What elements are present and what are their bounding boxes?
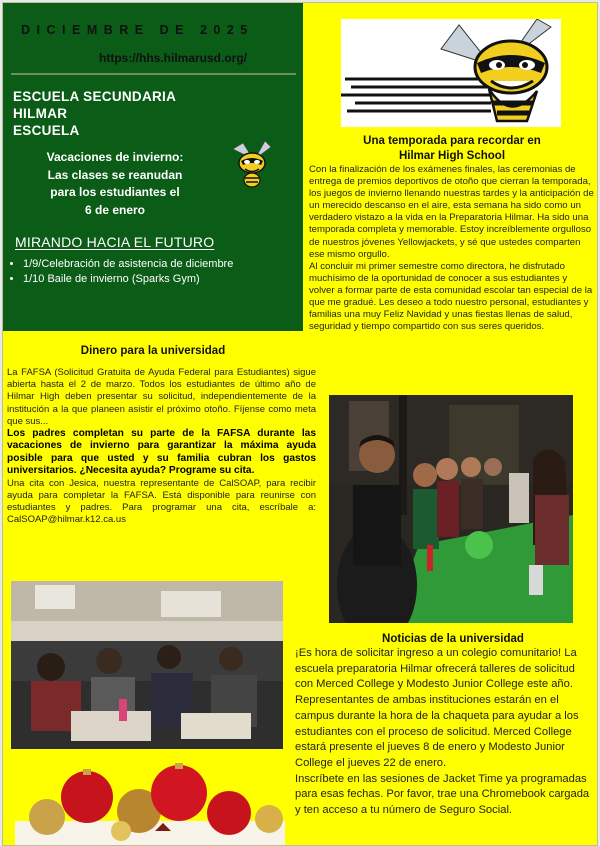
college-money-body <box>7 367 316 526</box>
calsoap-paragraph: Una cita con Jesica, nuestra representante de CalSOAP, para recibir ayuda para completar la FAFSA. Está disponible para reunirse con estudiantes y padres. Para programar una cita, escríbale a: CalSOAP@hilmar.k12.ca.us <box>7 477 316 526</box>
winter-break-line: para los estudiantes el <box>50 185 180 199</box>
upcoming-events-list <box>5 257 233 287</box>
event-item: • 1/10 Baile de invierno (Sparks Gym) <box>23 272 233 287</box>
students-party-photo <box>329 395 573 623</box>
school-website-link[interactable]: https://hhs.hilmarusd.org/ <box>99 51 248 65</box>
college-money-title: Dinero para la universidad <box>80 345 226 357</box>
season-title-line: Una temporada para recordar en <box>363 135 541 147</box>
hornet-mascot-small-icon <box>225 137 279 191</box>
hornet-mascot-icon <box>341 19 561 127</box>
university-news-title: Noticias de la universidad <box>382 633 524 645</box>
school-name <box>13 88 273 139</box>
school-name-line: ESCUELA <box>13 123 80 138</box>
winter-break-line: 6 de enero <box>84 202 146 217</box>
event-item: • 1/9/Celebración de asistencia de diciembre <box>23 257 233 272</box>
looking-ahead-heading: MIRANDO HACIA EL FUTURO <box>15 234 215 250</box>
school-name-line: HILMAR <box>13 106 68 121</box>
hornet-mascot-logo <box>341 19 561 127</box>
newsletter-page <box>2 2 598 846</box>
season-article-title <box>307 134 597 164</box>
header-divider <box>11 73 296 75</box>
school-name-line: ESCUELA SECUNDARIA <box>13 89 177 104</box>
winter-break-line: Vacaciones de invierno: <box>46 150 184 164</box>
classroom-photo <box>11 581 283 749</box>
news-paragraph: Inscríbete en las sesiones de Jacket Time ya programadas para esas fechas. Por favor, trae una Chromebook cargada y ten acceso a tu número de Seguro Social. <box>295 772 590 817</box>
winter-break-notice <box>25 149 205 219</box>
header-panel <box>3 3 303 331</box>
fafsa-paragraph: La FAFSA (Solicitud Gratuita de Ayuda Federal para Estudiantes) sigue abierta hasta el 2 de marzo. Todos los estudiantes de último año de Hilmar High deben presentar su solicitud, independientemente de la institución a la que planeen asistir el próximo otoño. Fíjense como meta que sus... <box>7 367 316 427</box>
season-article-body <box>309 164 595 333</box>
news-paragraph: ¡Es hora de solicitar ingreso a un colegio comunitario! La escuela preparatoria Hilmar ofrecerá talleres de solicitud con Merced College y Modesto Junior College este año. Representantes de ambas instituciones estarán en el campus durante la hora de la chaqueta para ayudar a los estudiantes con el proceso de solicitud. Merced College estará presente el jueves 8 de enero y Modesto Junior College el jueves 22 de enero. <box>295 647 579 769</box>
christmas-ornaments-image <box>15 753 285 845</box>
season-title-line: Hilmar High School <box>398 150 506 162</box>
issue-date: DICIEMBRE DE 2025 <box>21 23 254 37</box>
fafsa-parents-paragraph: Los padres completan su parte de la FAFSA durante las vacaciones de invierno para garantizar la máxima ayuda posible para que usted y su familia cubran los gastos universitarios. ¿Necesita ayuda? Programe su cita. <box>7 428 316 477</box>
season-paragraph: Con la finalización de los exámenes finales, las ceremonias de entrega de premios deportivos de otoño que cierran la temporada, los juegos de invierno llenando nuestras tardes y la anticipación de un merecido descanso en el aire, esta semana ha sido como un verdadero vistazo a la vida en la Preparatoria Hilmar. Ha sido una temporada completa y memorable. Estoy increíblemente orgulloso de nuestros jóvenes Yellowjackets, y sé que ustedes comparten ese mismo orgullo. <box>309 164 594 260</box>
season-paragraph: Al concluir mi primer semestre como directora, he disfrutado muchísimo de la oportunidad de conocer a sus estudiantes y volver a formar parte de esta comunidad escolar tan especial de la que me gradué. Les deseo a todo nuestro personal, estudiantes y familias una muy Feliz Navidad y unas fiestas llenas de salud, seguridad y tiempo compartido con sus seres queridos. <box>309 260 593 333</box>
winter-break-line: Las clases se reanudan <box>47 167 183 182</box>
university-news-body <box>295 646 595 819</box>
